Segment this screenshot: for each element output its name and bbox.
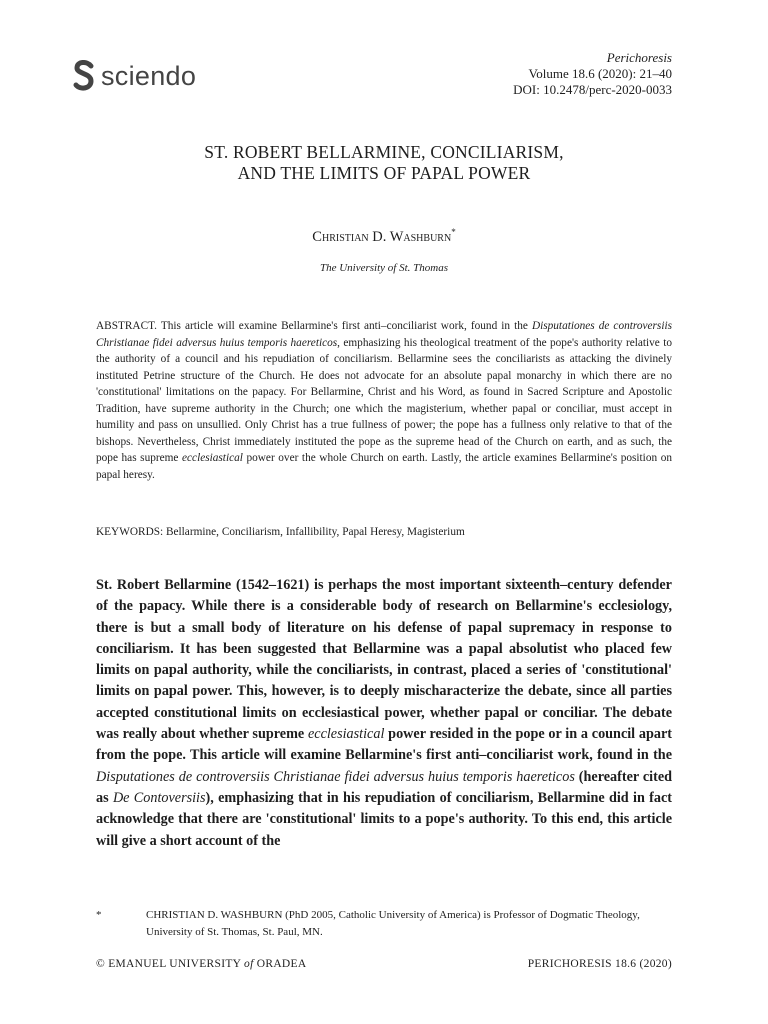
publisher-name: sciendo xyxy=(101,60,197,91)
publisher-logo xyxy=(73,60,196,92)
journal-volume: Volume 18.6 (2020): 21–40 xyxy=(528,66,672,81)
body-emphasis: ecclesiastical xyxy=(307,726,385,743)
body-short-title: De Contoversiis xyxy=(112,789,206,806)
body-text-2: power resided in the pope or in a council apart from the pope. This article will examine Bellarmine's first anti–conciliarist work, found in the xyxy=(96,726,672,764)
footer-copyright xyxy=(96,958,306,970)
author-affiliation: The University of St. Thomas xyxy=(319,262,449,274)
title-line-2: AND THE LIMITS OF PAPAL POWER xyxy=(237,163,531,183)
article-title xyxy=(0,142,768,184)
body-text-1: St. Robert Bellarmine (1542–1621) is perhaps the most important sixteenth–century defender of the papacy. While there is a considerable body of research on Bellarmine's ecclesiology, there is but a small body of literature on his defense of papal supremacy in response to conciliarism. It has been suggested that Bellarmine was a papal absolutist who placed few limits on papal authority, while the conciliarists, in contrast, placed a series of 'constitutional' limits on papal power. This, however, is to deeply mischaracterize the debate, since all parties accepted constitutional limits on ecclesiastical power, whether papal or conciliar. The debate was really about whether supreme xyxy=(96,577,672,743)
abstract-text-1: ABSTRACT. This article will examine Bellarmine's first anti–conciliarist work, found in the xyxy=(96,320,532,332)
footnote xyxy=(96,907,672,941)
footnote-mark: * xyxy=(96,909,102,921)
author xyxy=(0,227,768,246)
abstract xyxy=(96,318,672,483)
body-text-3: (hereafter cited as xyxy=(96,768,673,806)
page-footer xyxy=(96,958,672,970)
author-name: Christian D. Washburn xyxy=(312,229,452,245)
author-footnote-mark[interactable]: * xyxy=(451,227,456,237)
sciendo-logo-icon xyxy=(73,60,95,92)
footnote-text: CHRISTIAN D. WASHBURN (PhD 2005, Catholic University of America) is Professor of Dogmatic Theology, University of St. Thomas, St. Paul, MN. xyxy=(146,909,640,938)
abstract-text-3: power over the whole Church on earth. Lastly, the article examines Bellarmine's position on papal heresy. xyxy=(96,452,672,481)
abstract-text-2: , emphasizing his theological treatment of the pope's authority relative to the authority of a council and his repudiation of conciliarism. Bellarmine sees the conciliarists as attacking the divinely instituted Petrine structure of the Church. He does not advocate for an absolute papal monarchy in which there are no 'constitutional' limitations on the papacy. For Bellarmine, Christ and his Word, as found in Sacred Scripture and Apostolic Tradition, have supreme authority in the Church; one which the magisterium, whether papal or conciliar, must accept in humility and pass on unsullied. Only Christ has a true fullness of power; the pope has a fullness only relative to that of the bishops. Nevertheless, Christ immediately instituted the pope as the supreme head of the Church on earth, and as such, the pope has supreme xyxy=(96,336,672,464)
keywords: KEYWORDS: Bellarmine, Conciliarism, Infallibility, Papal Heresy, Magisterium xyxy=(96,526,465,538)
journal-info xyxy=(513,50,672,98)
abstract-emphasis: ecclesiastical xyxy=(182,452,243,464)
body-paragraph xyxy=(96,575,672,852)
body-text-4: ), emphasizing that in his repudiation of conciliarism, Bellarmine did in fact acknowledge that there are 'constitutional' limits to a pope's authority. To this end, this article will give a short account of the xyxy=(96,789,672,849)
journal-doi[interactable]: DOI: 10.2478/perc-2020-0033 xyxy=(513,82,672,97)
footer-copyright-b: ORADEA xyxy=(253,958,307,970)
title-line-1: ST. ROBERT BELLARMINE, CONCILIARISM, xyxy=(204,142,564,162)
footer-journal-issue: PERICHORESIS 18.6 (2020) xyxy=(527,958,672,970)
footer-copyright-a: © EMANUEL UNIVERSITY xyxy=(96,958,245,970)
footer-copyright-of: of xyxy=(244,958,254,970)
journal-name: Perichoresis xyxy=(606,50,672,65)
body-work-title: Disputationes de controversiis Christianae fidei adversus huius temporis haereticos xyxy=(96,768,575,785)
abstract-work-title: Disputationes de controversiis Christianae fidei adversus huius temporis haereticos xyxy=(96,320,672,349)
